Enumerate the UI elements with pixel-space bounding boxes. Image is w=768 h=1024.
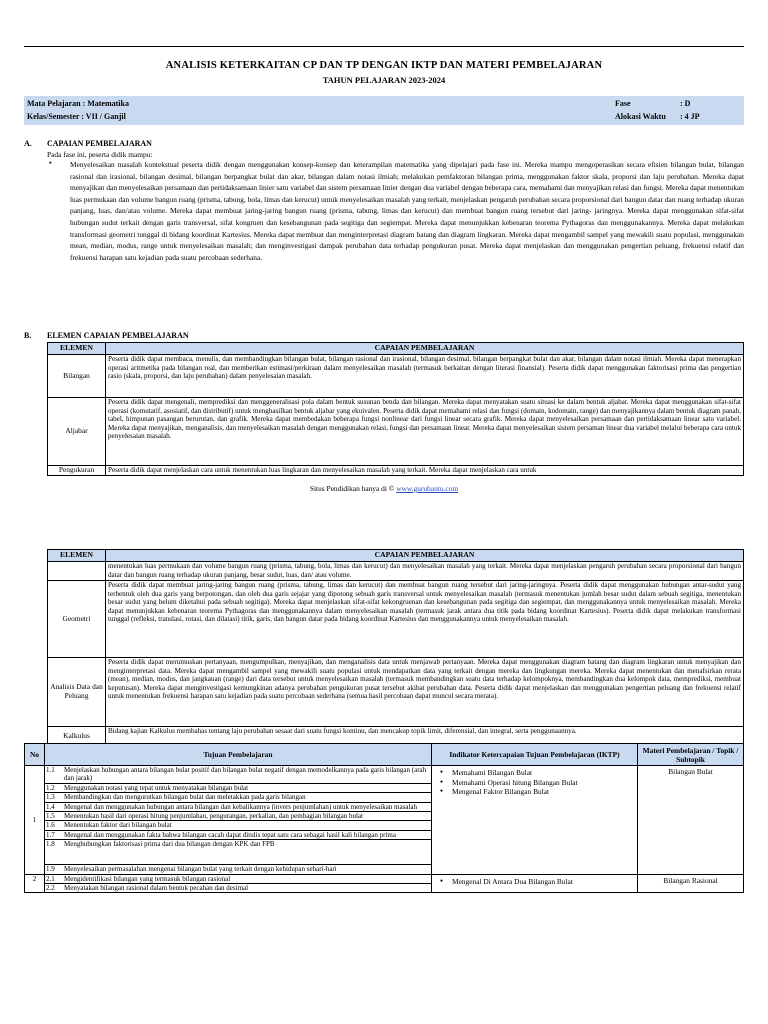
alokasi-value: : 4 JP <box>680 112 700 121</box>
col-iktp: Indikator Ketercapaian Tujuan Pembelajaran (IKTP) <box>432 744 638 766</box>
list-item: ● Mengenal Di Antara Dua Bilangan Bulat <box>452 877 635 887</box>
section-b-letter: B. <box>24 331 32 340</box>
footer-link[interactable]: www.gurubantu.com <box>396 484 459 493</box>
col-elemen: ELEMEN <box>48 550 106 562</box>
tp-number: 1.2 <box>45 783 63 792</box>
table-row <box>48 355 744 398</box>
table-row <box>25 874 744 893</box>
section-a-body: Menyelesaikan masalah kontekstual peserta didik dengan menggunakan konsep-konsep dan keterampilan matematika yang dipelajari pada fase ini. Mereka mampu mengoperasikan secara efisien bilangan bulat, bilangan rasional dan irasional, bilangan desimal, bilangan berpangkat bulat dan akar, bilangan dalam notasi ilmiah; melakukan pemfaktoran bilangan prima, menggunakan faktor skala, proporsi dan laju perubahan. Mereka dapat menyajikan dan menyelesaikan persamaan dan pertidaksamaan linier satu variabel dan sistem persamaan linier dengan dua variabel dengan beberapa cara, memahami dan menyajikan relasi dan fungsi. Mereka dapat menentukan luas permukaan dan volume bangun ruang (prisma, tabung, bola, limas dan kerucut) untuk menyelesaikan masalah yang terkait, menjelaskan pengaruh perubahan secara proporsional dari bangun datar dan ruang terhadap ukuran panjang, luas, dan/atau volume. Mereka dapat membuat jaring-jaring bangun ruang (prisma, tabung, limas dan kerucut) dan membuat bangun ruang tersebut dari jaring- jaringnya. Mereka dapat menggunakan sifat-sifat hubungan sudut terkait dengan garis transversal, sifat kongruen dan kesebangunan pada segitiga dan segiempat. Mereka dapat menunjukkan kebenaran teorema Pythagoras dan menggunakannya. Mereka dapat melakukan transformasi geometri tunggal di bidang koordinat Kartesius. Mereka dapat membuat dan menginterpretasi diagram batang dan diagram lingkaran. Mereka dapat mengambil sampel yang mewakili suatu populasi, menggunakan mean, median, modus, range untuk menyelesaikan masalah; dan menginvestigasi dampak perubahan data terhadap pengukuran pusat. Mereka dapat menjelaskan dan menggunakan pengertian peluang, frekuensi relatif dan frekuensi harapan satu kejadian pada suatu percobaan sederhana. <box>70 160 744 262</box>
row-no: 2 <box>25 874 45 893</box>
list-item: ● Mengenal Faktor Bilangan Bulat <box>452 787 635 797</box>
col-capaian: CAPAIAN PEMBELAJARAN <box>106 550 744 562</box>
section-b-title: ELEMEN CAPAIAN PEMBELAJARAN <box>47 331 189 340</box>
footer-prefix: Situs Pendidikan hanya di © <box>309 484 397 493</box>
tp-number: 2.2 <box>46 884 55 893</box>
col-materi: Materi Pembelajaran / Topik / Subtopik <box>638 744 744 766</box>
tp-text: Menjelaskan hubungan antara bilangan bulat positif dan bilangan bulat negatif dengan memodelkannya pada garis bilangan (arah dan jarak) <box>63 766 431 783</box>
iktp-list <box>434 877 635 887</box>
elemen-name: Kalkulus <box>48 727 106 746</box>
tp-text: Mengenal dan menggunakan hubungan antara bilangan dan kebalikannya (invers penjumlahan) untuk menyelesaikan masalah <box>63 802 431 811</box>
tp-number: 1.6 <box>45 821 63 830</box>
col-capaian: CAPAIAN PEMBELAJARAN <box>106 343 744 355</box>
meta-bar <box>24 96 744 125</box>
tp-number: 1.1 <box>45 766 63 783</box>
top-rule <box>24 46 744 47</box>
list-item: ● Memahami Bilangan Bulat <box>452 768 635 778</box>
list-item: ● Memahami Operasi hitung Bilangan Bulat <box>452 778 635 788</box>
col-no: No <box>25 744 45 766</box>
tp-number: 1.4 <box>45 802 63 811</box>
elemen-name: Geometri <box>48 581 106 658</box>
section-a-intro: Pada fase ini, peserta didik mampu: <box>47 150 153 159</box>
table-row <box>48 466 744 476</box>
col-elemen: ELEMEN <box>48 343 106 355</box>
table-row <box>48 581 744 658</box>
elemen-table-page1 <box>47 342 744 476</box>
elemen-name <box>48 562 106 581</box>
elemen-table-page2 <box>47 549 744 746</box>
materi-text: Bilangan Rasional <box>638 874 744 893</box>
elemen-text: Peserta didik dapat menjelaskan cara untuk menentukan luas lingkaran dan menyelesaikan masalah yang terkait. Mereka dapat menjelaskan cara untuk <box>106 466 744 476</box>
section-a-title: CAPAIAN PEMBELAJARAN <box>47 139 152 148</box>
tp-text: Menentukan hasil dari operasi hitung penjumlahan, pengurangan, perkalian, dan pembagian bilangan bulat <box>63 812 431 821</box>
alokasi-label: Alokasi Waktu <box>615 112 666 121</box>
elemen-text: menentukan luas permukaan dan volume bangun ruang (prisma, tabung, bola, limas dan kerucut) dan menyelesaikan masalah yang terkait. Mereka dapat menjelaskan pengaruh perubahan secara proporsional dari bangun datar dan bangun ruang terhadap ukuran panjang, besar sudut, luas, dan/ atau volume. <box>106 562 744 581</box>
elemen-name: Bilangan <box>48 355 106 398</box>
elemen-name: Analisis Data dan Peluang <box>48 658 106 727</box>
elemen-text: Peserta didik dapat merumuskan pertanyaan, mengumpulkan, menyajikan, dan menganalisis data untuk menjawab pertanyaan. Mereka dapat menggunakan diagram batang dan diagram lingkaran untuk menyajikan dan menginterpretasi data. Mereka dapat mengambil sampel yang mewakili suatu populasi untuk mendapatkan data yang terkait dengan mereka dan lingkungan mereka. Mereka dapat menentukan dan menafsirkan rerata (mean), median, modus, dan jangkauan (range) dari data tersebut untuk menyelesaikan masalah (termasuk membandingkan suatu data terhadap kelompoknya, membandingkan dua kelompok data, memprediksi, membuat keputusan). Mereka dapat menginvestigasi kemungkinan adanya perubahan pengukuran pusat tersebut akibat perubahan data. Peserta didik dapat menjelaskan dan menggunakan pengertian peluang dan frekuensi relatif untuk menentukan frekuensi harapan satu kejadian pada suatu percobaan sederhana (semua hasil percobaan dapat muncul secara merata). <box>106 658 744 727</box>
document-year: TAHUN PELAJARAN 2023-2024 <box>322 75 446 85</box>
fase-value: : D <box>680 99 691 108</box>
tp-table <box>24 743 744 893</box>
bullet-icon: ▪ <box>49 158 52 167</box>
row-no: 1 <box>25 766 45 875</box>
table-row <box>48 658 744 727</box>
col-tp: Tujuan Pembelajaran <box>45 744 432 766</box>
iktp-list <box>434 768 635 797</box>
tp-text: Menyatakan bilangan rasional dalam bentuk pecahan dan desimal <box>64 884 249 893</box>
table-row <box>48 398 744 466</box>
tp-text: Membandingkan dan mengurutkan bilangan bulat dan meletakkan pada garis bilangan <box>63 793 431 802</box>
tp-number: 1.8 <box>45 840 63 865</box>
elemen-text: Peserta didik dapat mengenali, memprediksi dan menggeneralisasi pola dalam bentuk susunan benda dan bilangan. Mereka dapat menyatakan suatu situasi ke dalam bentuk aljabar. Mereka dapat menggunakan sifat-sifat operasi (komutatif, asosiatif, dan distributif) untuk menghasilkan bentuk aljabar yang ekuivalen. Peserta didik dapat memahami relasi dan fungsi (domain, kodomain, range) dan menyajikannya dalam bentuk diagram panah, tabel, himpunan pasangan berurutan, dan grafik. Mereka dapat membedakan beberapa fungsi nonlinear dari fungsi linear secara grafik. Mereka dapat menyelesaikan persamaan dan pertidaksamaan linear satu variabel. Mereka dapat menyajikan, menganalisis, dan menyelesaikan masalah dengan menggunakan relasi, fungsi dan persamaan linear. Mereka dapat menyelesaikan sistem persaman linear dua variabel melalui beberapa cara untuk penyelesaian masalah. <box>106 398 744 466</box>
tp-text: Mengidentifikasi bilangan yang termasuk bilangan rasional <box>63 875 431 884</box>
tp-text: Menggunakan notasi yang tepat untuk menyatakan bilangan bulat <box>63 783 431 792</box>
tp-number: 1.5 <box>45 812 63 821</box>
tp-text: Menghubungkan faktorisasi prima dari dua bilangan dengan KPK dan FPB <box>63 840 431 865</box>
tp-text: Mengenal dan menggunakan fakta bahwa bilangan cacah dapat ditulis tepat satu cara sebagai hasil kali bilangan prima <box>63 830 431 839</box>
tp-text: Menyelesaikan permasalahan mengenai bilangan bulat yang terkait dengan kehidupan sehari-hari <box>64 865 337 874</box>
tp-number: 1.3 <box>45 793 63 802</box>
tp-list <box>45 875 431 893</box>
kelas-label: Kelas/Semester : VII / Ganjil <box>27 112 126 121</box>
tp-number: 2.1 <box>45 875 63 884</box>
table-row <box>48 562 744 581</box>
footer <box>0 484 768 493</box>
tp-number: 1.9 <box>46 865 55 874</box>
elemen-text: Peserta didik dapat membaca, menulis, dan membandingkan bilangan bulat, bilangan rasional dan irasional, bilangan desimal, bilangan berpangkat bulat dan akar, bilangan dalam notasi ilmiah. Mereka dapat menerapkan operasi aritmetika pada bilangan real, dan memberikan estimasi/perkiraan dalam menyelesaikan masalah (termasuk berkaitan dengan literasi finansial). Peserta didik dapat menggunakan faktorisasi prima dan pengertian rasio (skala, proporsi, dan laju perubahan) dalam penyelesaian masalah. <box>106 355 744 398</box>
section-a-letter: A. <box>24 139 32 148</box>
materi-text: Bilangan Bulat <box>638 766 744 875</box>
elemen-name: Pengukuran <box>48 466 106 476</box>
tp-number: 1.7 <box>45 830 63 839</box>
elemen-name: Aljabar <box>48 398 106 466</box>
document-title: ANALISIS KETERKAITAN CP DAN TP DENGAN IKTP DAN MATERI PEMBELAJARAN <box>165 60 603 71</box>
table-row <box>25 766 744 875</box>
tp-text: Menentukan faktor dari bilangan bulat <box>63 821 431 830</box>
tp-list <box>45 766 431 874</box>
mapel-label: Mata Pelajaran : Matematika <box>27 99 129 108</box>
fase-label: Fase <box>615 99 631 108</box>
elemen-text: Peserta didik dapat membuat jaring-jaring bangun ruang (prisma, tabung, limas dan kerucut) dan membuat bangun ruang tersebut dari jaring-jaringnya. Peserta didik dapat menggunakan hubungan antar-sudut yang terbentuk oleh dua garis yang berpotongan, dan oleh dua garis sejajar yang dipotong sebuah garis transversal untuk menyelesaikan masalah (termasuk menentukan jumlah besar sudut dalam sebuah segitiga, menentukan besar sudut yang belum diketahui pada sebuah segitiga). Mereka dapat menjelaskan sifat-sifat kekongruenan dan kesebangunan pada segitiga dan segiempat, dan menggunakannya untuk menyelesaikan masalah. Mereka dapat menunjukkan kebenaran teorema Pythagoras dan menggunakannya dalam menyelesaikan masalah (termasuk jarak antara dua titik pada bidang koordinat Kartesius). Peserta didik dapat melakukan transformasi tunggal (refleksi, translasi, rotasi, dan dilatasi) titik, garis, dan bangun datar pada bidang koordinat Kartesius dan menggunakannya untuk menyelesaikan masalah. <box>106 581 744 658</box>
elemen-text: Bidang kajian Kalkulus membahas tentang laju perubahan sesaat dari suatu fungsi kontinu, dan mencakup topik limit, diferensial, dan integral, serta penggunaannya. <box>106 727 744 746</box>
